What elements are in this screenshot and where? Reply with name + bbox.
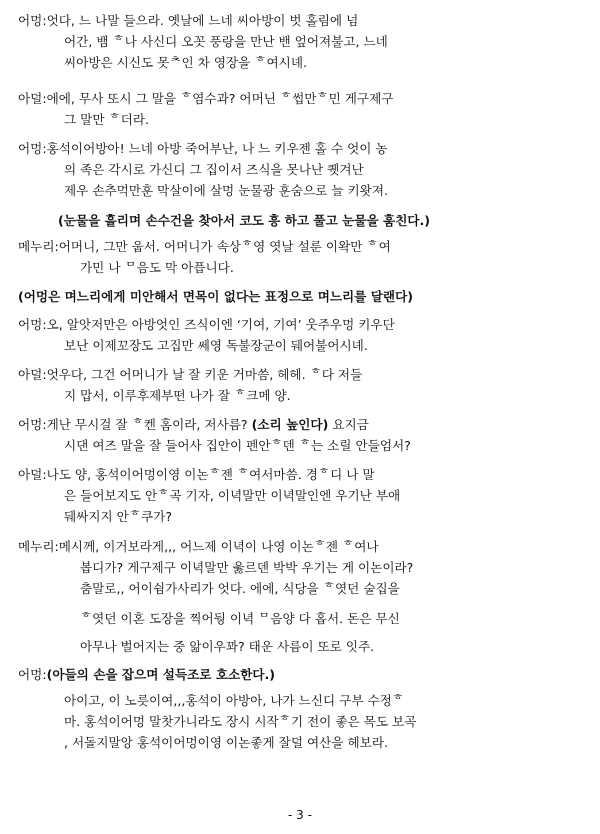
line-text: 씨아방은 시신도 못ᄎ인 차 영장을 ᄒ여시녜. bbox=[64, 55, 307, 70]
line-text: 어머니, 그만 웁서. 어머니가 속상ᄒ영 엿날 설룬 이왁만 ᄒ여 bbox=[58, 239, 391, 254]
line-text: 봅디가? 게구제구 이녁말만 욿르덴 박박 우기는 게 이논이라? bbox=[80, 560, 414, 575]
dialogue-line bbox=[18, 159, 584, 180]
dialogue-line bbox=[18, 31, 584, 52]
dialogue-line bbox=[18, 557, 584, 578]
line-text: 어간, 뱀 ᄒ나 사신디 오꼿 풍랑을 만난 밴 엎어져불고, 느네 bbox=[64, 34, 388, 49]
line-text: 시댄 여즈 말을 잘 들어사 집안이 펜안ᄒ덴 ᄒ는 소릴 안들엄서? bbox=[64, 438, 411, 453]
dialogue-paragraph bbox=[18, 608, 584, 629]
speaker-label: 메누리: bbox=[18, 239, 59, 254]
dialogue-line bbox=[18, 664, 584, 685]
line-text: , 서돌지말앙 홍석이어멍이영 이논좋게 잘덜 여산을 헤보라. bbox=[64, 735, 388, 750]
line-text: 마. 홍석이어멍 말찻가니라도 장시 시작ᄒ기 전이 좋은 목도 보곡 bbox=[64, 714, 417, 729]
line-text: 보난 이제꼬장도 고집만 쎄영 독불장군이 뒈어불어시녜. bbox=[64, 338, 368, 353]
dialogue-line bbox=[18, 210, 584, 231]
page-number: - 3 - bbox=[288, 808, 312, 822]
stage-direction: (소리 높인다) bbox=[251, 417, 329, 432]
dialogue-line bbox=[18, 506, 584, 527]
dialogue-line bbox=[18, 536, 584, 557]
dialogue-line bbox=[18, 10, 584, 31]
dialogue-line bbox=[18, 364, 584, 385]
dialogue-line bbox=[18, 414, 584, 435]
dialogue-line bbox=[18, 180, 584, 201]
speaker-label: 메누리: bbox=[18, 539, 59, 554]
dialogue-paragraph bbox=[18, 286, 584, 307]
line-text: 메시께, 이거보라게,,, 어느제 이녁이 나영 이논ᄒ젠 ᄒ여나 bbox=[58, 539, 379, 554]
speaker-label: 어멍: bbox=[18, 141, 47, 156]
dialogue-paragraph bbox=[18, 664, 584, 685]
dialogue-line bbox=[18, 88, 584, 109]
dialogue-paragraph bbox=[18, 138, 584, 201]
dialogue-line bbox=[18, 52, 584, 73]
line-text: ᄒ엿던 이혼 도장을 찍어뒁 이녁 ᄆ음양 다 홉서. 돈은 무신 bbox=[80, 611, 400, 626]
dialogue-line bbox=[18, 236, 584, 257]
line-text: 나도 양, 홍석이어멍이영 이논ᄒ젠 ᄒ여서마씀. 경ᄒ디 나 말 bbox=[46, 467, 375, 482]
line-text: 은 들어보지도 안ᄒ곡 기자, 이녁말만 이녁말인엔 우기난 부애 bbox=[64, 488, 401, 503]
dialogue-paragraph bbox=[18, 414, 584, 456]
line-text: 아무나 벌어지는 중 앎이우꽈? 태운 사름이 또로 잇주. bbox=[80, 639, 375, 654]
line-text: 게난 무시걸 잘 ᄒ켄 홈이라, 저사름? bbox=[46, 417, 252, 432]
line-text: 홍석이어방아! 느네 아방 죽어부난, 나 느 키우젠 홀 수 엇이 농 bbox=[46, 141, 388, 156]
stage-direction: (눈물을 흘리며 손수건을 찾아서 코도 흥 하고 풀고 눈물을 훔친다.) bbox=[58, 213, 431, 228]
dialogue-line bbox=[18, 385, 584, 406]
dialogue-paragraph bbox=[18, 536, 584, 599]
dialogue-paragraph bbox=[18, 636, 584, 657]
dialogue-line bbox=[18, 636, 584, 657]
speaker-label: 아덜: bbox=[18, 467, 47, 482]
dialogue-line bbox=[18, 109, 584, 130]
speaker-label: 어멍: bbox=[18, 417, 47, 432]
line-text: 춤말로,, 어이쉼가사리가 엇다. 에에, 식당을 ᄒ엿던 술집을 bbox=[80, 581, 400, 596]
line-text: 뒈싸지지 안ᄒ쿠가? bbox=[64, 509, 173, 524]
line-text: 에에, 무사 또시 그 말을 ᄒ염수과? 어머닌 ᄒ썹만ᄒ민 게구제구 bbox=[46, 91, 394, 106]
line-text: 그 말만 ᄒ더라. bbox=[64, 112, 150, 127]
dialogue-paragraph bbox=[18, 236, 584, 278]
line-text: 가민 나 ᄆ음도 막 아픕니다. bbox=[80, 260, 234, 275]
stage-direction: (어멍은 며느리에게 미안해서 면목이 없다는 표정으로 며느리를 달랜다) bbox=[18, 289, 414, 304]
dialogue-paragraph bbox=[18, 210, 584, 231]
dialogue-line bbox=[18, 335, 584, 356]
dialogue-paragraph bbox=[18, 690, 584, 753]
stage-direction: (아들의 손을 잡으며 설득조로 호소한다.) bbox=[46, 667, 276, 682]
dialogue-paragraph bbox=[18, 10, 584, 73]
speaker-label: 아덜: bbox=[18, 91, 47, 106]
line-text: 제우 손추먹만훈 막살이에 살멍 눈물광 훈숨으로 늘 키왓져. bbox=[64, 183, 388, 198]
dialogue-line bbox=[18, 485, 584, 506]
dialogue-paragraph bbox=[18, 88, 584, 130]
dialogue-paragraph bbox=[18, 314, 584, 356]
dialogue-line bbox=[18, 690, 584, 711]
dialogue-line bbox=[18, 314, 584, 335]
line-text: 요지금 bbox=[328, 417, 369, 432]
speaker-label: 어멍: bbox=[18, 667, 47, 682]
line-text: 지 맙서, 이루후제부떤 나가 잘 ᄒ크메 양. bbox=[64, 388, 291, 403]
dialogue-paragraph bbox=[18, 364, 584, 406]
dialogue-line bbox=[18, 711, 584, 732]
line-text: 오, 알앗저만은 아방엇인 즈식이엔 ‘기여, 기여’ 웃주우멍 키우단 bbox=[46, 317, 395, 332]
speaker-label: 어멍: bbox=[18, 317, 47, 332]
dialogue-line bbox=[18, 578, 584, 599]
dialogue-line bbox=[18, 138, 584, 159]
speaker-label: 어멍: bbox=[18, 13, 47, 28]
dialogue-line bbox=[18, 435, 584, 456]
speaker-label: 아덜: bbox=[18, 367, 47, 382]
dialogue-line bbox=[18, 464, 584, 485]
line-text: 의 족은 각시로 가신디 그 집이서 즈식을 못나난 퀫겨난 bbox=[64, 162, 364, 177]
dialogue-line bbox=[18, 732, 584, 753]
dialogue-line bbox=[18, 286, 584, 307]
dialogue-paragraph bbox=[18, 464, 584, 527]
dialogue-line bbox=[18, 608, 584, 629]
dialogue-line bbox=[18, 257, 584, 278]
line-text: 아이고, 이 노릇이여,,,홍석이 아방아, 나가 느신디 구부 수정ᄒ bbox=[64, 693, 405, 708]
line-text: 엇우다, 그건 어머니가 날 잘 키운 거마씀, 헤헤. ᄒ다 저들 bbox=[46, 367, 363, 382]
line-text: 엇다, 느 나말 들으라. 옛날에 느네 씨아방이 벗 홀림에 넘 bbox=[46, 13, 359, 28]
